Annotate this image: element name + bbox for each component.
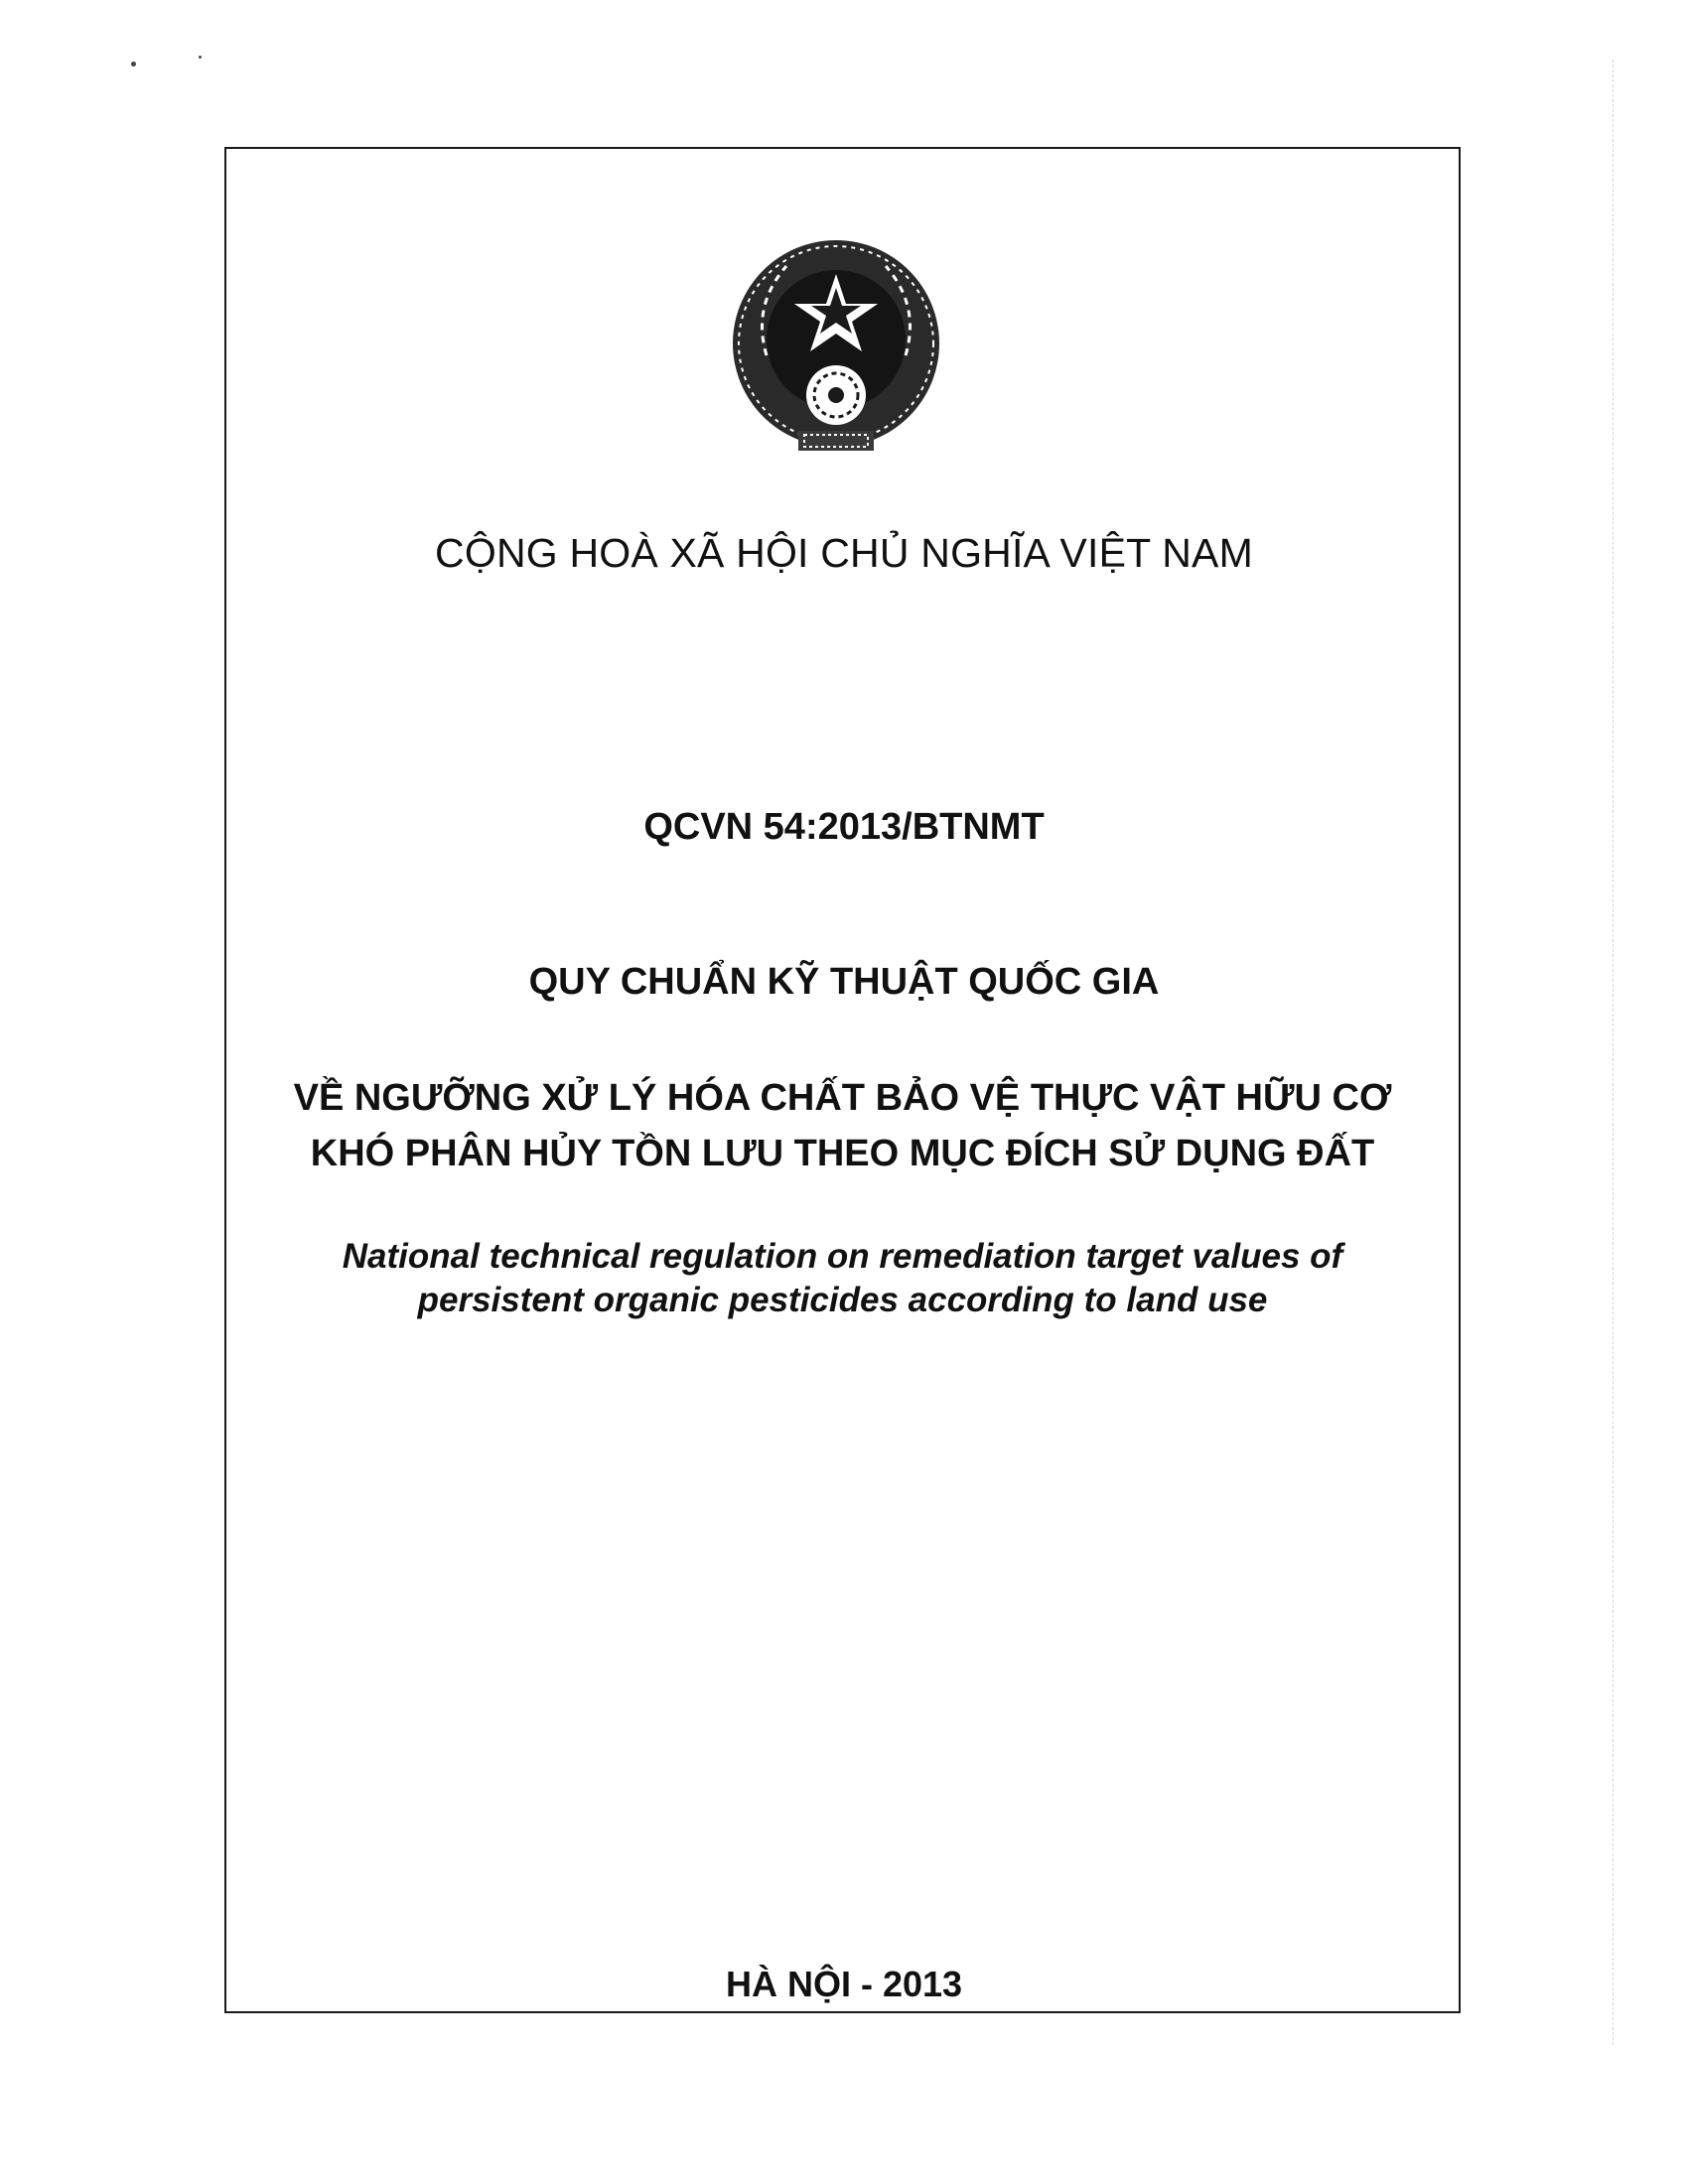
title-vietnamese	[224, 1070, 1461, 1181]
place-and-year: HÀ NỘI - 2013	[725, 1964, 963, 2004]
regulation-type: QUY CHUẨN KỸ THUẬT QUỐC GIA	[528, 961, 1160, 1003]
title-vietnamese-line: VỀ NGƯỠNG XỬ LÝ HÓA CHẤT BẢO VỆ THỰC VẬT HỮU CƠ	[293, 1077, 1392, 1119]
scan-speck	[131, 62, 136, 67]
title-english-line: persistent organic pesticides according to land use	[417, 1281, 1268, 1319]
title-vietnamese-line: KHÓ PHÂN HỦY TỒN LƯU THEO MỤC ĐÍCH SỬ DỤNG ĐẤT	[310, 1133, 1375, 1174]
scan-speck	[199, 56, 202, 59]
title-english	[224, 1235, 1461, 1322]
page-edge-line	[1613, 60, 1614, 2045]
national-emblem	[727, 236, 945, 457]
title-english-line: National technical regulation on remediation target values of	[342, 1237, 1343, 1276]
regulation-code: QCVN 54:2013/BTNMT	[643, 806, 1045, 848]
country-heading: CỘNG HOÀ XÃ HỘI CHỦ NGHĨA VIỆT NAM	[435, 530, 1253, 576]
